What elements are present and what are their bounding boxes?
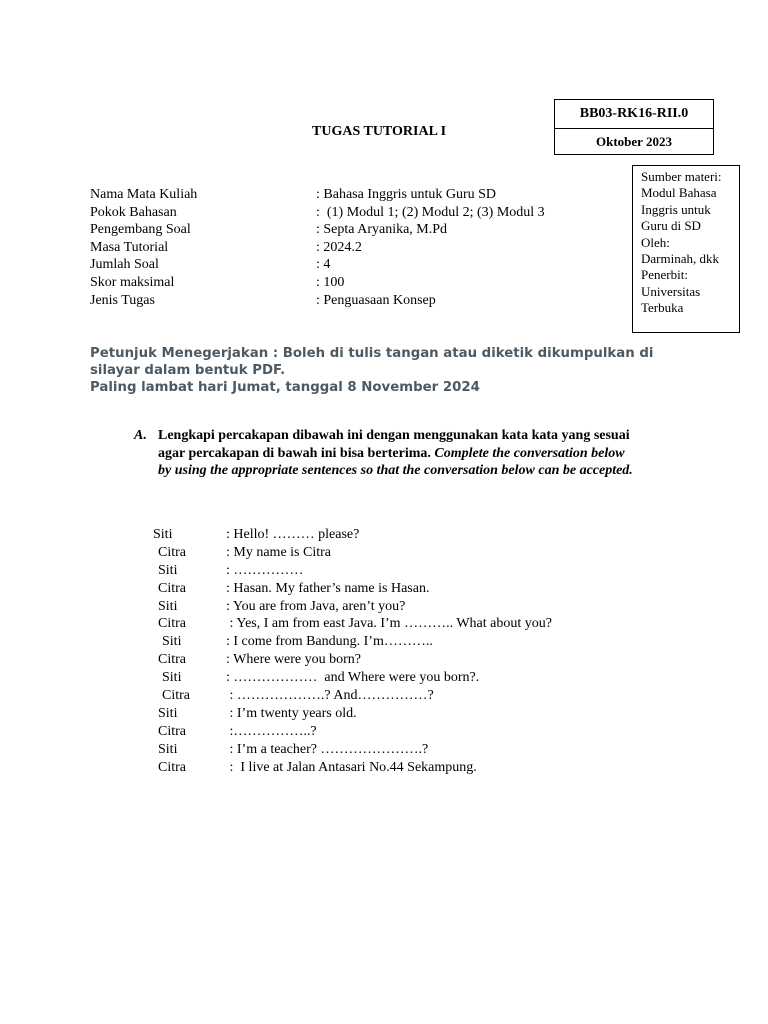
dialogue-line: : You are from Java, aren’t you?: [226, 598, 406, 614]
dialogue-line: : Yes, I am from east Java. I’m ……….. What about you?: [226, 616, 552, 632]
info-value: : 100: [316, 274, 345, 290]
document-date: Oktober 2023: [596, 134, 672, 149]
instructions: [90, 345, 710, 396]
dialogue-line: : I come from Bandung. I’m………..: [226, 634, 433, 650]
info-value: : Bahasa Inggris untuk Guru SD: [316, 187, 497, 202]
dialogue-line: : I’m twenty years old.: [226, 705, 357, 721]
info-value: : 4: [316, 257, 331, 273]
info-label: Jumlah Soal: [90, 257, 159, 273]
speaker: Siti: [158, 705, 178, 721]
question-line: by using the appropriate sentences so that the conversation below can be accepted.: [158, 463, 633, 479]
info-row: [90, 186, 545, 204]
instruction-line: silayar dalam bentuk PDF.: [90, 363, 286, 378]
info-row: [90, 292, 545, 310]
info-row: [90, 204, 545, 222]
info-row: [90, 256, 545, 274]
info-label: Pokok Bahasan: [90, 204, 177, 220]
question-line: [158, 445, 698, 463]
page-title: TUGAS TUTORIAL I: [312, 124, 447, 139]
info-value: : Penguasaan Konsep: [316, 292, 436, 308]
dialogue-line: : ……………… and Where were you born?.: [226, 670, 480, 686]
speaker: Citra: [158, 616, 186, 632]
question-line: Lengkapi percakapan dibawah ini dengan menggunakan kata kata yang sesuai: [158, 428, 630, 443]
course-info: [90, 186, 545, 309]
dialogue-line: : I live at Jalan Antasari No.44 Sekampung.: [226, 759, 477, 775]
source-line: Terbuka: [641, 300, 684, 316]
dialogue-line: : Hello! ……… please?: [226, 527, 360, 542]
question-label: A.: [134, 428, 147, 443]
source-box: [632, 165, 740, 333]
dialogue-line: : ……………….? And……………?: [226, 688, 434, 704]
dialogue-line: : Where were you born?: [226, 652, 362, 668]
info-row: [90, 239, 545, 257]
source-line: Oleh:: [641, 234, 670, 250]
speaker: Siti: [162, 670, 182, 686]
dialogue-line: :……………..?: [226, 723, 317, 739]
info-label: Pengembang Soal: [90, 222, 191, 238]
info-label: Nama Mata Kuliah: [90, 187, 198, 202]
info-label: Skor maksimal: [90, 274, 175, 290]
dialogue-line: : ……………: [226, 562, 304, 578]
speaker: Citra: [158, 723, 186, 739]
dialogue-line: : Hasan. My father’s name is Hasan.: [226, 580, 430, 596]
document-code-box: [554, 99, 714, 155]
info-row: [90, 274, 545, 292]
source-line: Universitas: [641, 283, 701, 299]
speaker: Citra: [158, 580, 186, 596]
speaker: Siti: [158, 562, 178, 578]
speaker: Siti: [158, 741, 178, 757]
source-line: Penerbit:: [641, 267, 688, 283]
question-en-text: Complete the conversation below: [430, 445, 625, 461]
speaker: Citra: [158, 544, 186, 560]
source-line: Modul Bahasa: [641, 185, 717, 201]
info-value: : Septa Aryanika, M.Pd: [316, 222, 448, 238]
speaker: Citra: [162, 688, 190, 704]
info-label: Masa Tutorial: [90, 239, 169, 255]
info-value: : 2024.2: [316, 239, 362, 255]
source-line: Sumber materi:: [641, 169, 722, 184]
speaker: Siti: [162, 634, 182, 650]
speaker: Siti: [158, 598, 178, 614]
source-line: Guru di SD: [641, 218, 701, 234]
instruction-line: Paling lambat hari Jumat, tanggal 8 November 2024: [90, 380, 480, 395]
info-value: : (1) Modul 1; (2) Modul 2; (3) Modul 3: [316, 204, 545, 220]
info-label: Jenis Tugas: [90, 292, 155, 308]
info-row: [90, 221, 545, 239]
document-code: BB03-RK16-RII.0: [555, 100, 713, 129]
dialogue-line: : I’m a teacher? ………………….?: [226, 741, 429, 757]
instruction-line: Petunjuk Menegerjakan : Boleh di tulis tangan atau diketik dikumpulkan di: [90, 346, 654, 361]
speaker: Citra: [158, 759, 186, 775]
question-text: [158, 427, 698, 480]
source-line: Inggris untuk: [641, 201, 711, 217]
source-line: Darminah, dkk: [641, 251, 719, 267]
speaker: Siti: [153, 527, 173, 542]
speaker: Citra: [158, 652, 186, 668]
dialogue-line: : My name is Citra: [226, 544, 331, 560]
question-id-text: agar percakapan di bawah ini bisa berterima.: [158, 445, 431, 461]
